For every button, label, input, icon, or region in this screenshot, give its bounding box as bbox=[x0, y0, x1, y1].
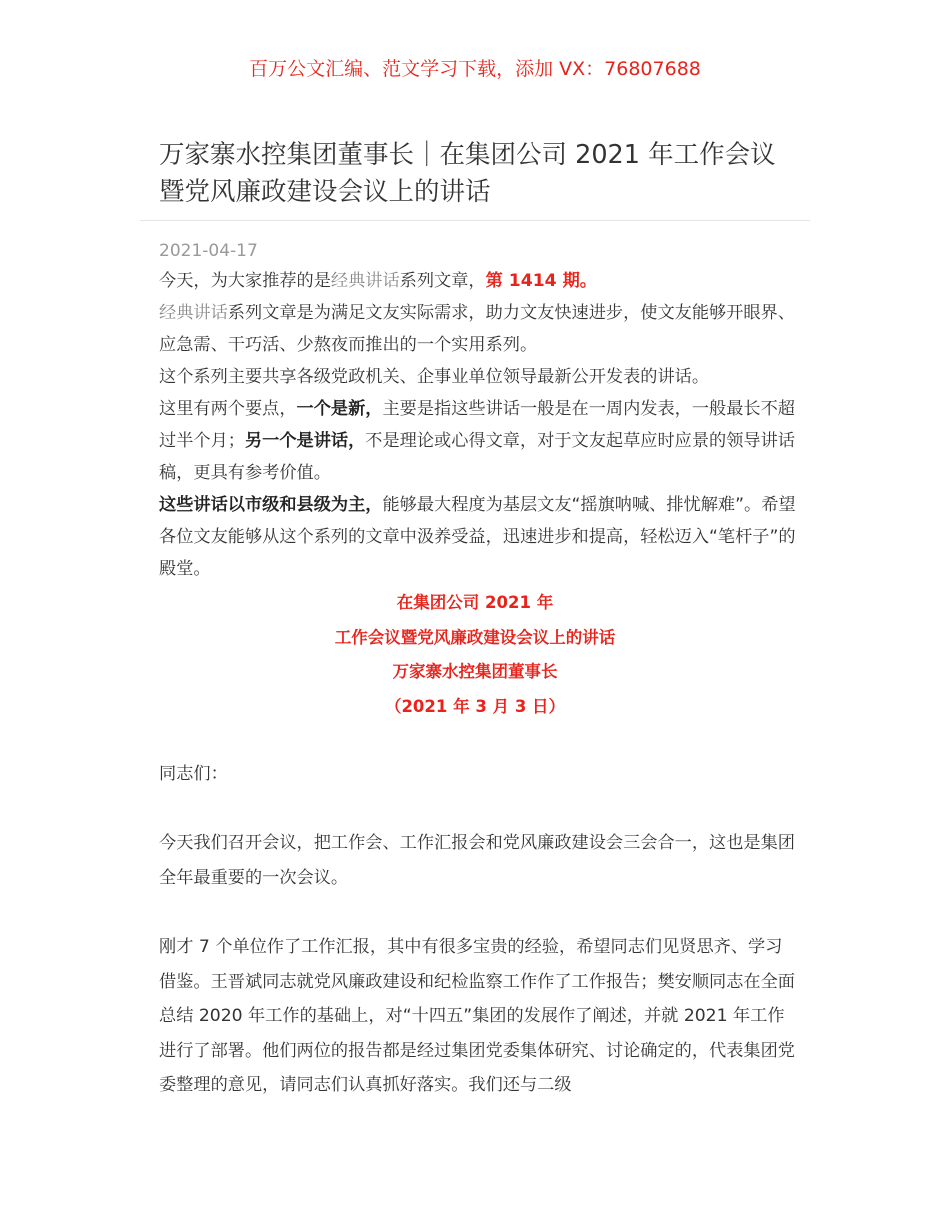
speech-header-date: （2021 年 3 月 3 日） bbox=[384, 696, 566, 716]
intro-text: 今天，为大家推荐的是 bbox=[159, 271, 331, 291]
speech-header bbox=[0, 586, 950, 724]
series-name: 经典讲话 bbox=[330, 271, 400, 291]
publish-date: 2021-04-17 bbox=[159, 241, 258, 261]
intro-text: 系列文章是为满足文友实际需求，助力文友快速进步，使文友能够开眼界、应急需、干巧活、少熬夜而推出的一个实用系列。 bbox=[159, 303, 795, 355]
speech-header-line: 工作会议暨党风廉政建设会议上的讲话 bbox=[334, 627, 616, 647]
intro-paragraph bbox=[159, 297, 799, 361]
promo-banner: 百万公文汇编、范文学习下载，添加 VX：76807688 bbox=[249, 58, 701, 80]
intro-section bbox=[159, 265, 799, 585]
body-paragraph: 刚才 7 个单位作了工作汇报，其中有很多宝贵的经验，希望同志们见贤思齐、学习借鉴。王晋斌同志就党风廉政建设和纪检监察工作作了工作报告；樊安顺同志在全面总结 2020 年工作的基础上，对“十四五”集团的发展作了阐述，并就 2021 年工作进行了部署。他们两位的报告都是经过集团党委集体研究、讨论确定的，代表集团党委整理的意见，请同志们认真抓好落实。我们还与二级 bbox=[159, 937, 795, 1095]
emphasis-text: 这些讲话以市级和县级为主， bbox=[159, 495, 383, 515]
intro-text: 主要是指这些讲话一般是在一周内发表，一般最长不超过半个月； bbox=[159, 399, 795, 451]
intro-text: 系列文章， bbox=[399, 271, 486, 291]
intro-paragraph bbox=[159, 393, 799, 489]
speech-header-line: 万家寨水控集团董事长 bbox=[392, 662, 558, 681]
intro-text: 这里有两个要点， bbox=[159, 399, 297, 419]
intro-paragraph bbox=[159, 265, 799, 297]
intro-paragraph bbox=[159, 489, 799, 585]
emphasis-text: 另一个是讲话， bbox=[244, 431, 366, 451]
article-title: 万家寨水控集团董事长｜在集团公司 2021 年工作会议暨党风廉政建设会议上的讲话 bbox=[159, 140, 776, 207]
body-paragraph: 今天我们召开会议，把工作会、工作汇报会和党风廉政建设会三会合一，这也是集团全年最重要的一次会议。 bbox=[159, 833, 795, 888]
greeting: 同志们： bbox=[159, 764, 228, 784]
intro-paragraph: 这个系列主要共享各级党政机关、企事业单位领导最新公开发表的讲话。 bbox=[159, 367, 710, 387]
speech-header-line: 在集团公司 2021 年 bbox=[396, 593, 554, 612]
issue-number: 第 1414 期。 bbox=[485, 271, 597, 291]
series-name: 经典讲话 bbox=[159, 303, 228, 323]
intro-text: 能够最大程度为基层文友“摇旗呐喊、排忧解难”。希望各位文友能够从这个系列的文章中汲养受益，迅速进步和提高，轻松迈入“笔杆子”的殿堂。 bbox=[159, 495, 796, 579]
emphasis-text: 一个是新， bbox=[296, 399, 383, 419]
intro-text: 不是理论或心得文章，对于文友起草应时应景的领导讲话稿，更具有参考价值。 bbox=[159, 431, 795, 483]
title-divider bbox=[140, 220, 810, 221]
